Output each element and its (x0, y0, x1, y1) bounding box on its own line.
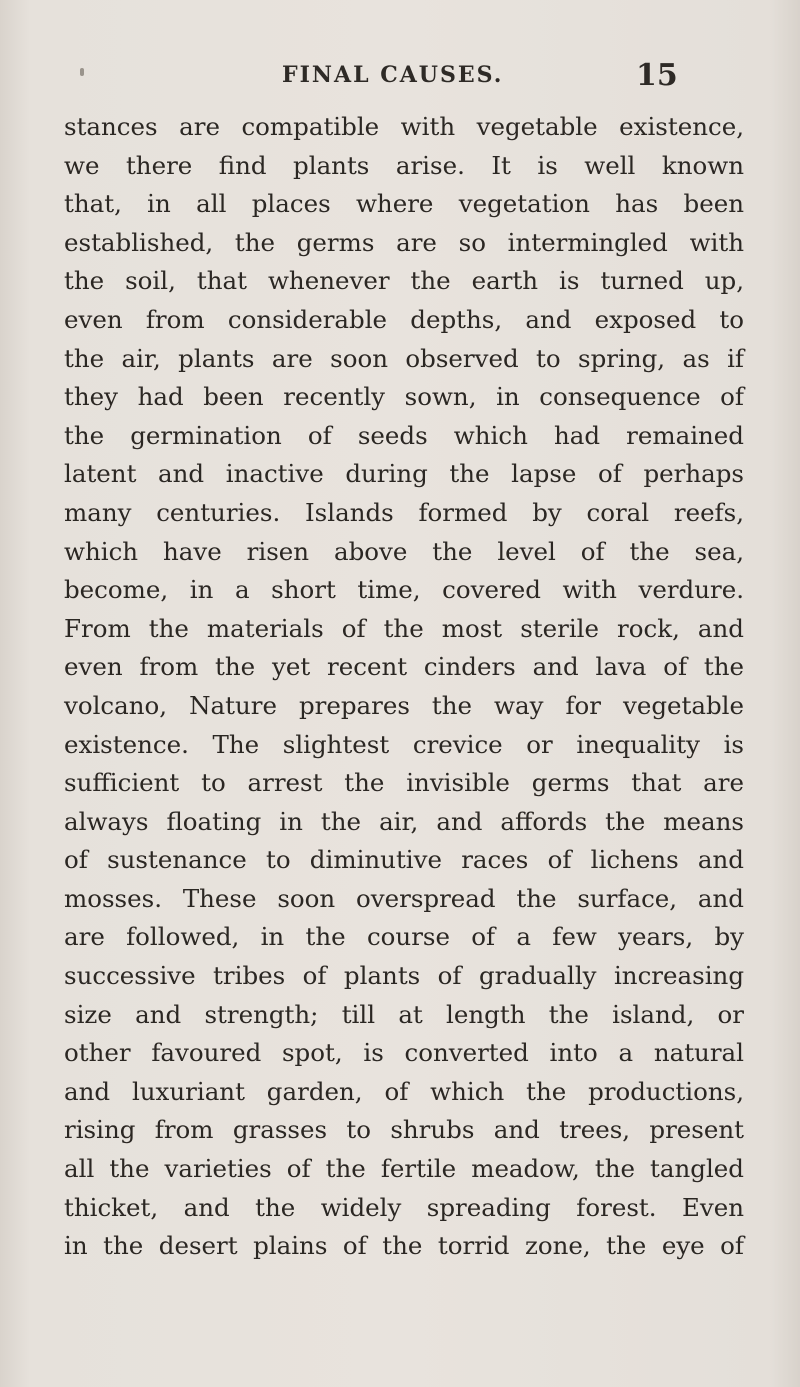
text-line: existence. The slightest crevice or inequality is (64, 729, 744, 759)
page-number: 15 (636, 58, 678, 93)
text-line: of sustenance to diminutive races of lichens and (64, 845, 744, 875)
text-line: thicket, and the widely spreading forest. Even (64, 1192, 744, 1222)
text-line: the air, plants are soon observed to spring, as if (64, 343, 744, 373)
text-line: stances are compatible with vegetable existence, (64, 112, 744, 141)
text-line: latent and inactive during the lapse of perhaps (64, 459, 744, 489)
text-line: many centuries. Islands formed by coral reefs, (64, 497, 744, 527)
text-line: other favoured spot, is converted into a natural (64, 1038, 744, 1068)
text-line: the soil, that whenever the earth is turned up, (64, 266, 744, 296)
text-line: From the materials of the most sterile rock, and (64, 613, 744, 643)
text-line: successive tribes of plants of gradually increasing (64, 961, 744, 991)
text-line: even from the yet recent cinders and lava of the (64, 652, 744, 682)
text-line: and luxuriant garden, of which the productions, (64, 1076, 744, 1106)
text-line: mosses. These soon overspread the surface, and (64, 883, 744, 913)
text-line: volcano, Nature prepares the way for vegetable (64, 690, 744, 720)
text-line: the germination of seeds which had remained (64, 420, 744, 450)
text-line: become, in a short time, covered with verdure. (64, 575, 744, 605)
text-line: all the varieties of the fertile meadow, the tangled (64, 1154, 744, 1184)
text-line: which have risen above the level of the sea, (64, 536, 744, 566)
text-line: they had been recently sown, in consequence of (64, 382, 744, 412)
text-line: rising from grasses to shrubs and trees, present (64, 1115, 744, 1145)
text-line: in the desert plains of the torrid zone, the eye of (64, 1231, 744, 1261)
text-line: we there find plants arise. It is well known (64, 150, 744, 180)
text-line: size and strength; till at length the island, or (64, 999, 744, 1029)
text-line: are followed, in the course of a few years, by (64, 922, 744, 952)
text-line: that, in all places where vegetation has been (64, 189, 744, 219)
text-line: even from considerable depths, and exposed to (64, 304, 744, 334)
running-title: FINAL CAUSES. (282, 62, 504, 88)
text-line: sufficient to arrest the invisible germs that are (64, 768, 744, 798)
text-line: always floating in the air, and affords the means (64, 806, 744, 836)
text-line: established, the germs are so intermingled with (64, 227, 744, 257)
page-header (0, 58, 800, 98)
body-text (64, 108, 744, 1266)
